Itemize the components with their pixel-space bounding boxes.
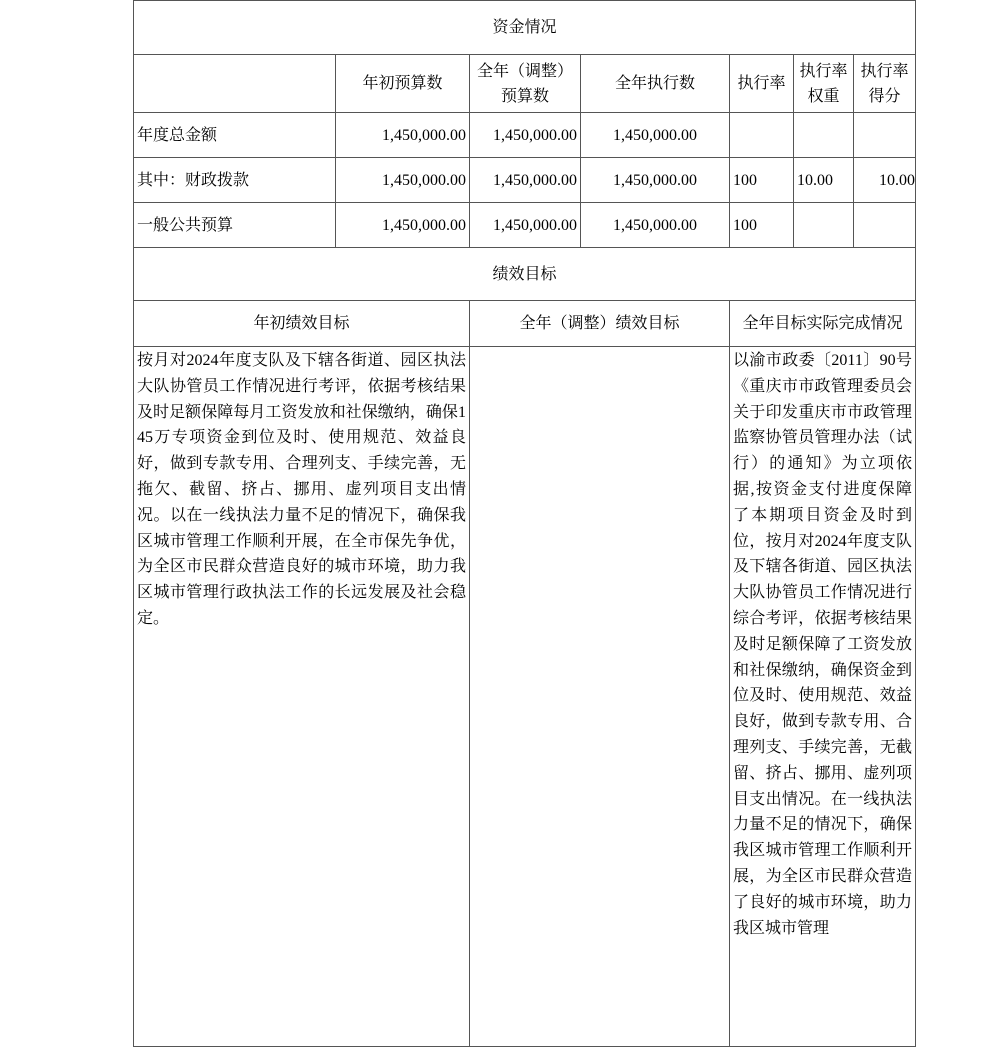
initial-budget: 1,450,000.00 xyxy=(336,113,470,158)
score xyxy=(854,113,916,158)
header-initial-budget: 年初预算数 xyxy=(336,55,470,113)
weight xyxy=(794,203,854,248)
rate: 100 xyxy=(730,158,794,203)
funds-section-title: 资金情况 xyxy=(134,1,916,55)
initial-budget: 1,450,000.00 xyxy=(336,203,470,248)
initial-budget: 1,450,000.00 xyxy=(336,158,470,203)
header-executed: 全年执行数 xyxy=(581,55,730,113)
executed: 1,450,000.00 xyxy=(581,113,730,158)
rate xyxy=(730,113,794,158)
adjusted-goal-text xyxy=(470,347,730,1047)
adjusted-budget: 1,450,000.00 xyxy=(470,203,581,248)
actual-completion-text: 以渝市政委〔2011〕90号《重庆市市政管理委员会关于印发重庆市市政管理监察协管员管理办法（试行）的通知》为立项依据,按资金支付进度保障了本期项目资金及时到位，按月对2024年度支队及下辖各街道、园区执法大队协管员工作情况进行综合考评，依据考核结果及时足额保障了工资发放和社保缴纳，确保资金到位及时、使用规范、效益良好，做到专款专用、合理列支、手续完善，无截留、挤占、挪用、虚列项目支出情况。在一线执法力量不足的情况下，确保我区城市管理工作顺利开展，为全区市民群众营造了良好的城市环境，助力我区城市管理 xyxy=(730,347,916,1047)
header-adjusted-budget: 全年（调整）预算数 xyxy=(470,55,581,113)
row-label: 一般公共预算 xyxy=(134,203,336,248)
executed: 1,450,000.00 xyxy=(581,158,730,203)
table-row xyxy=(134,113,916,158)
score: 10.00 xyxy=(854,158,916,203)
row-label: 其中：财政拨款 xyxy=(134,158,336,203)
header-weight: 执行率权重 xyxy=(794,55,854,113)
executed: 1,450,000.00 xyxy=(581,203,730,248)
header-adjusted-goal: 全年（调整）绩效目标 xyxy=(470,301,730,347)
weight xyxy=(794,113,854,158)
header-rate: 执行率 xyxy=(730,55,794,113)
adjusted-budget: 1,450,000.00 xyxy=(470,158,581,203)
initial-goal-text: 按月对2024年度支队及下辖各街道、园区执法大队协管员工作情况进行考评，依据考核结果及时足额保障每月工资发放和社保缴纳，确保145万专项资金到位及时、使用规范、效益良好，做到专款专用、合理列支、手续完善，无拖欠、截留、挤占、挪用、虚列项目支出情况。以在一线执法力量不足的情况下，确保我区城市管理工作顺利开展，在全市保先争优，为全区市民群众营造良好的城市环境，助力我区城市管理行政执法工作的长远发展及社会稳定。 xyxy=(134,347,470,1047)
performance-table xyxy=(133,0,916,1047)
rate: 100 xyxy=(730,203,794,248)
adjusted-budget: 1,450,000.00 xyxy=(470,113,581,158)
header-score: 执行率得分 xyxy=(854,55,916,113)
row-label: 年度总金额 xyxy=(134,113,336,158)
table-row xyxy=(134,158,916,203)
score xyxy=(854,203,916,248)
header-actual-completion: 全年目标实际完成情况 xyxy=(730,301,916,347)
goals-section-title: 绩效目标 xyxy=(134,248,916,301)
weight: 10.00 xyxy=(794,158,854,203)
table-row xyxy=(134,203,916,248)
header-initial-goal: 年初绩效目标 xyxy=(134,301,470,347)
header-empty xyxy=(134,55,336,113)
